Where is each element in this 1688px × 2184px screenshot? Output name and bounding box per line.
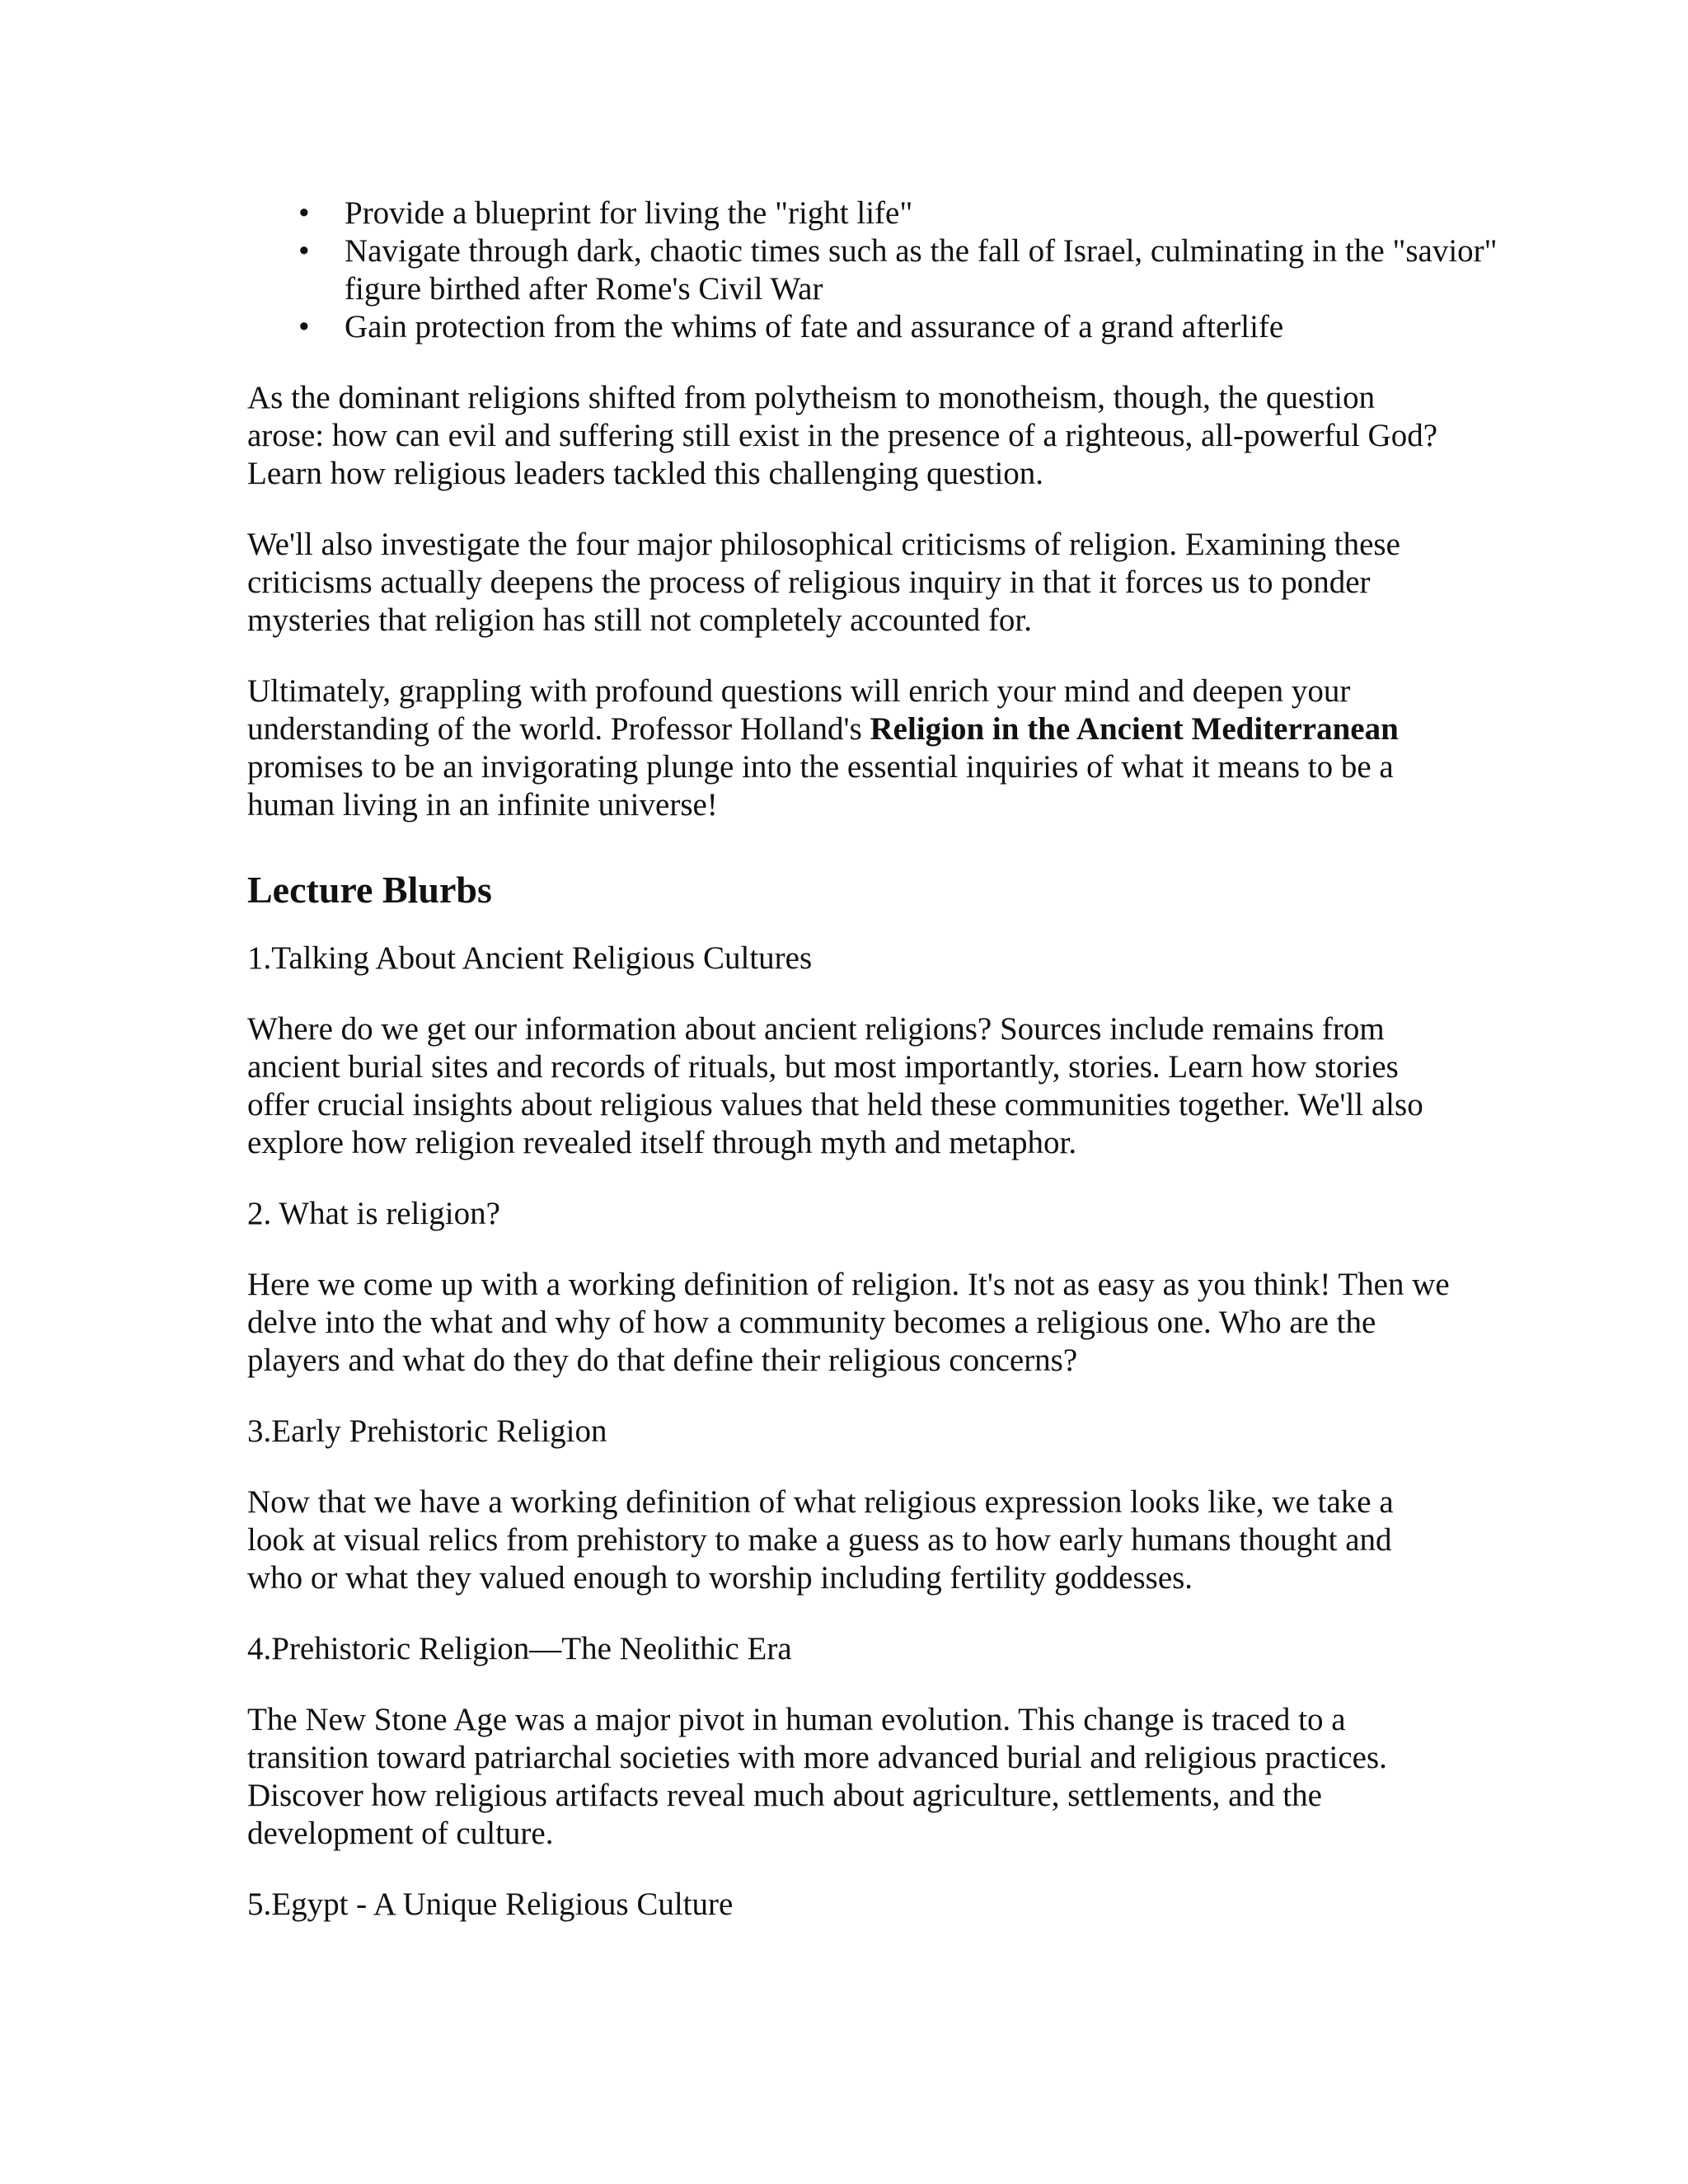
list-item [247,194,1531,232]
list-item-text: Provide a blueprint for living the "right life" [345,195,913,231]
paragraph-text: Ultimately, grappling with profound questions will enrich your mind and deepen your understanding of the world. Professor Holland's [247,673,1351,747]
lecture-description: Here we come up with a working definition of religion. It's not as easy as you think! Then we delve into the what and why of how a community becomes a religious one. Who are the players and what do they do that define their religious concerns? [247,1267,1450,1378]
lecture-title: 2. What is religion? [247,1196,500,1231]
paragraph-evil-question: As the dominant religions shifted from polytheism to monotheism, though, the question arose: how can evil and suffering still exist in the presence of a righteous, all-powerful God? Learn how religious leaders tackled this challenging question. [247,380,1438,491]
bullet-icon: • [298,309,310,344]
list-item-text: Navigate through dark, chaotic times such as the fall of Israel, culminating in the "savior" figure birthed after Rome's Civil War [345,233,1498,307]
bullet-icon: • [298,233,310,269]
paragraph-criticisms: We'll also investigate the four major philosophical criticisms of religion. Examining these criticisms actually deepens the process of religious inquiry in that it forces us to ponder mysteries that religion has still not completely accounted for. [247,527,1400,638]
lecture-title: 4.Prehistoric Religion—The Neolithic Era [247,1631,792,1666]
lecture-description: Now that we have a working definition of what religious expression looks like, we take a look at visual relics from prehistory to make a guess as to how early humans thought and who or what they valued enough to worship including fertility goddesses. [247,1484,1394,1596]
bullet-icon: • [298,195,310,231]
lecture-title: 3.Early Prehistoric Religion [247,1413,607,1449]
lecture-description: The New Stone Age was a major pivot in human evolution. This change is traced to a transition toward patriarchal societies with more advanced burial and religious practices. Discover how religious artifacts reveal much about agriculture, settlements, and the development of culture. [247,1702,1387,1851]
lecture-description: Where do we get our information about ancient religions? Sources include remains from ancient burial sites and records of rituals, but most importantly, stories. Learn how stories offer crucial insights about religious values that held these communities together. We'll also explore how religion revealed itself through myth and metaphor. [247,1011,1423,1160]
paragraph-ultimately [247,673,1451,824]
paragraph-text: promises to be an invigorating plunge into the essential inquiries of what it means to be a human living in an infinite universe! [247,749,1394,823]
lecture-title: 5.Egypt - A Unique Religious Culture [247,1886,734,1922]
list-item-text: Gain protection from the whims of fate and assurance of a grand afterlife [345,309,1284,344]
list-item [247,308,1531,346]
lecture-title: 1.Talking About Ancient Religious Cultures [247,940,813,976]
list-item [247,232,1531,308]
benefits-list [247,194,1498,346]
document-page [247,194,1498,1924]
course-title: Religion in the Ancient Mediterranean [870,711,1399,747]
section-heading: Lecture Blurbs [247,869,492,911]
